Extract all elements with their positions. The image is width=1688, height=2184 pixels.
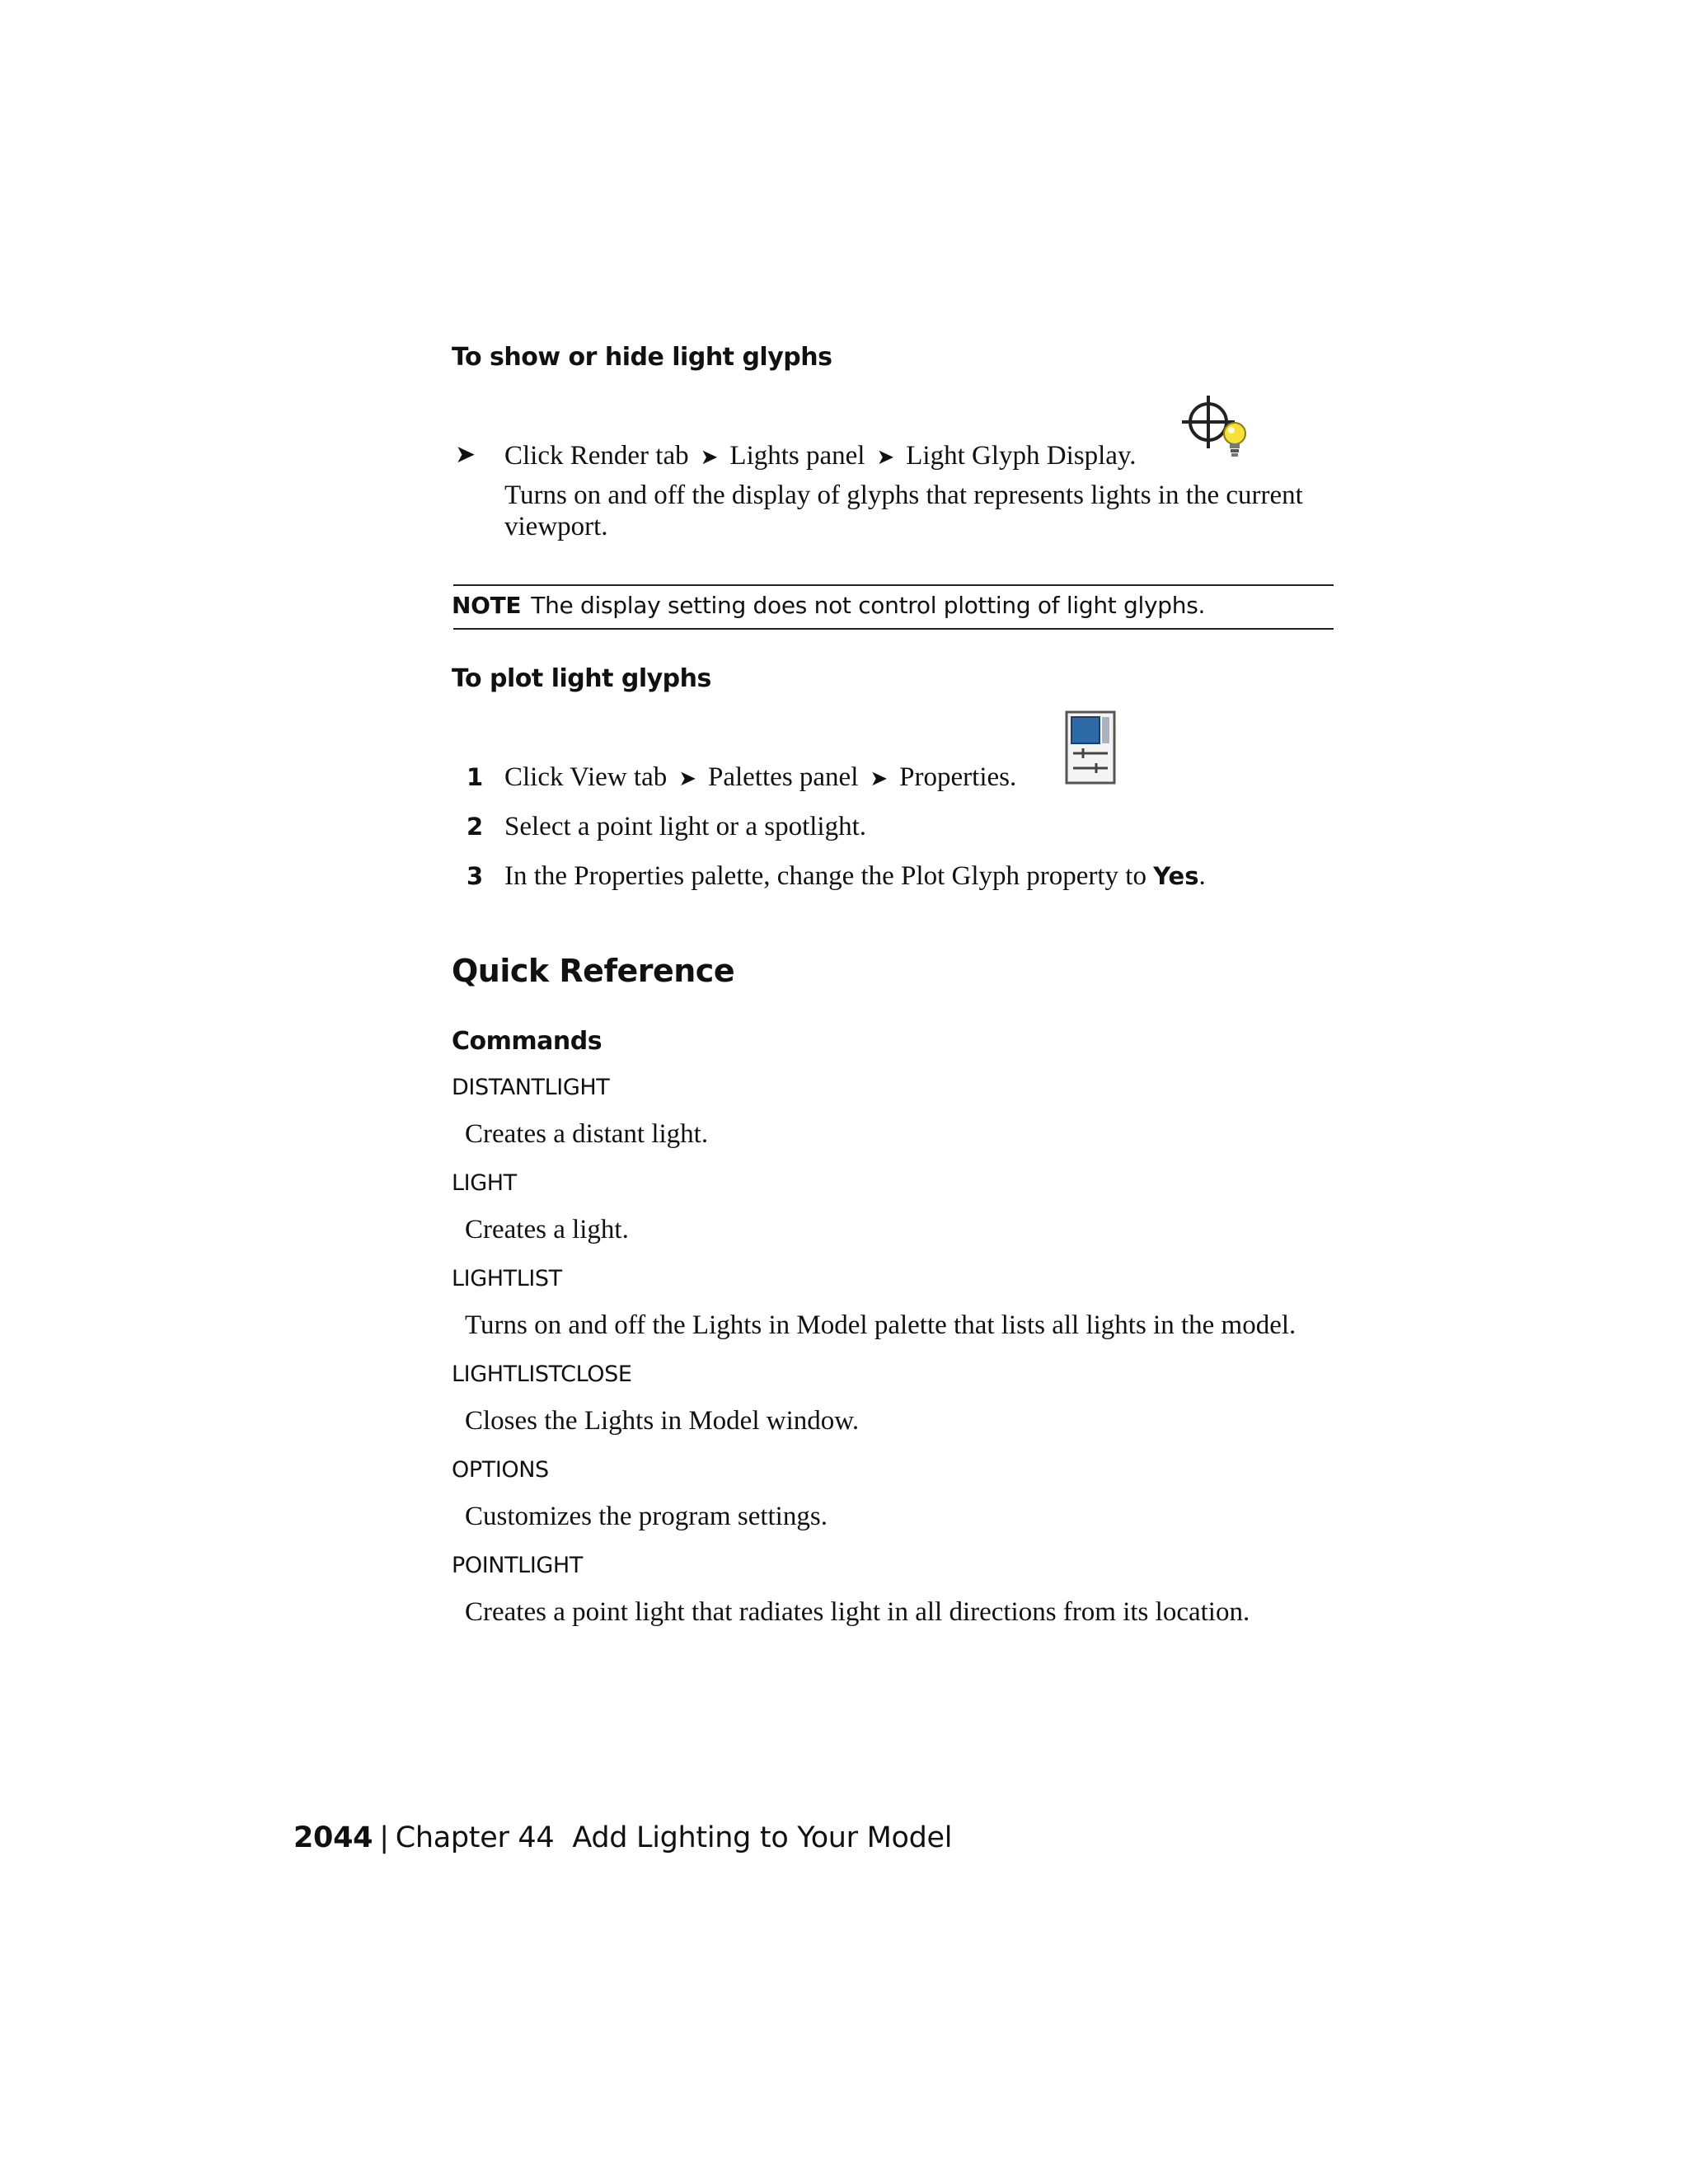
step-1 xyxy=(504,762,1016,794)
step-3-tail: . xyxy=(1198,861,1206,891)
step-part-lights-panel: Lights panel xyxy=(729,441,865,471)
arrow-icon: ➤ xyxy=(678,766,697,791)
command-description: Creates a point light that radiates light in all directions from its location. xyxy=(465,1597,1250,1627)
bullet-arrow: ➤ xyxy=(455,440,476,469)
page-footer xyxy=(293,1821,952,1854)
command-description: Creates a distant light. xyxy=(465,1119,709,1149)
step-show-hide xyxy=(504,440,1137,473)
description-line-2: viewport. xyxy=(504,512,608,541)
page-number: 2044 xyxy=(293,1821,373,1854)
step-part-render-tab: Click Render tab xyxy=(504,441,689,471)
light-glyph-display-icon xyxy=(1180,391,1256,466)
step-3 xyxy=(504,860,1206,892)
note-label: NOTE xyxy=(452,592,522,619)
note-text: The display setting does not control plotting of light glyphs. xyxy=(531,592,1206,619)
command-name: LIGHTLIST xyxy=(452,1266,562,1291)
command-name: POINTLIGHT xyxy=(452,1553,583,1578)
step-number-1: 1 xyxy=(467,763,484,791)
command-name: LIGHTLISTCLOSE xyxy=(452,1361,632,1387)
note-top-rule xyxy=(453,584,1334,586)
quick-reference-heading: Quick Reference xyxy=(452,953,735,989)
step-number-3: 3 xyxy=(467,862,484,890)
command-name: OPTIONS xyxy=(452,1457,549,1483)
step-part-palettes-panel: Palettes panel xyxy=(708,762,859,792)
commands-heading: Commands xyxy=(452,1027,603,1056)
step-3-text: In the Properties palette, change the Plot Glyph property to xyxy=(504,861,1154,891)
arrow-icon: ➤ xyxy=(700,445,719,470)
step-part-view-tab: Click View tab xyxy=(504,762,668,792)
step-number-2: 2 xyxy=(467,813,484,841)
step-part-light-glyph-display: Light Glyph Display. xyxy=(906,441,1137,471)
arrow-icon: ➤ xyxy=(870,766,889,791)
description-line-1: Turns on and off the display of glyphs that represents lights in the current xyxy=(504,480,1303,510)
command-description: Customizes the program settings. xyxy=(465,1502,828,1531)
chapter-label: Chapter 44 xyxy=(395,1821,555,1854)
chapter-title: Add Lighting to Your Model xyxy=(572,1821,953,1854)
procedure-title-plot: To plot light glyphs xyxy=(452,664,711,693)
command-description: Closes the Lights in Model window. xyxy=(465,1406,860,1436)
procedure-title-show-hide: To show or hide light glyphs xyxy=(452,343,832,372)
command-name: DISTANTLIGHT xyxy=(452,1075,610,1100)
properties-palette-icon xyxy=(1065,710,1116,785)
step-3-value: Yes xyxy=(1153,862,1199,890)
command-description: Creates a light. xyxy=(465,1215,629,1244)
step-2: Select a point light or a spotlight. xyxy=(504,812,867,841)
arrow-icon: ➤ xyxy=(876,445,895,470)
step-part-properties: Properties. xyxy=(899,762,1017,792)
note xyxy=(452,592,1205,619)
command-name: LIGHT xyxy=(452,1170,517,1196)
note-bottom-rule xyxy=(453,628,1334,630)
footer-separator: | xyxy=(379,1821,389,1854)
command-description: Turns on and off the Lights in Model palette that lists all lights in the model. xyxy=(465,1310,1296,1340)
